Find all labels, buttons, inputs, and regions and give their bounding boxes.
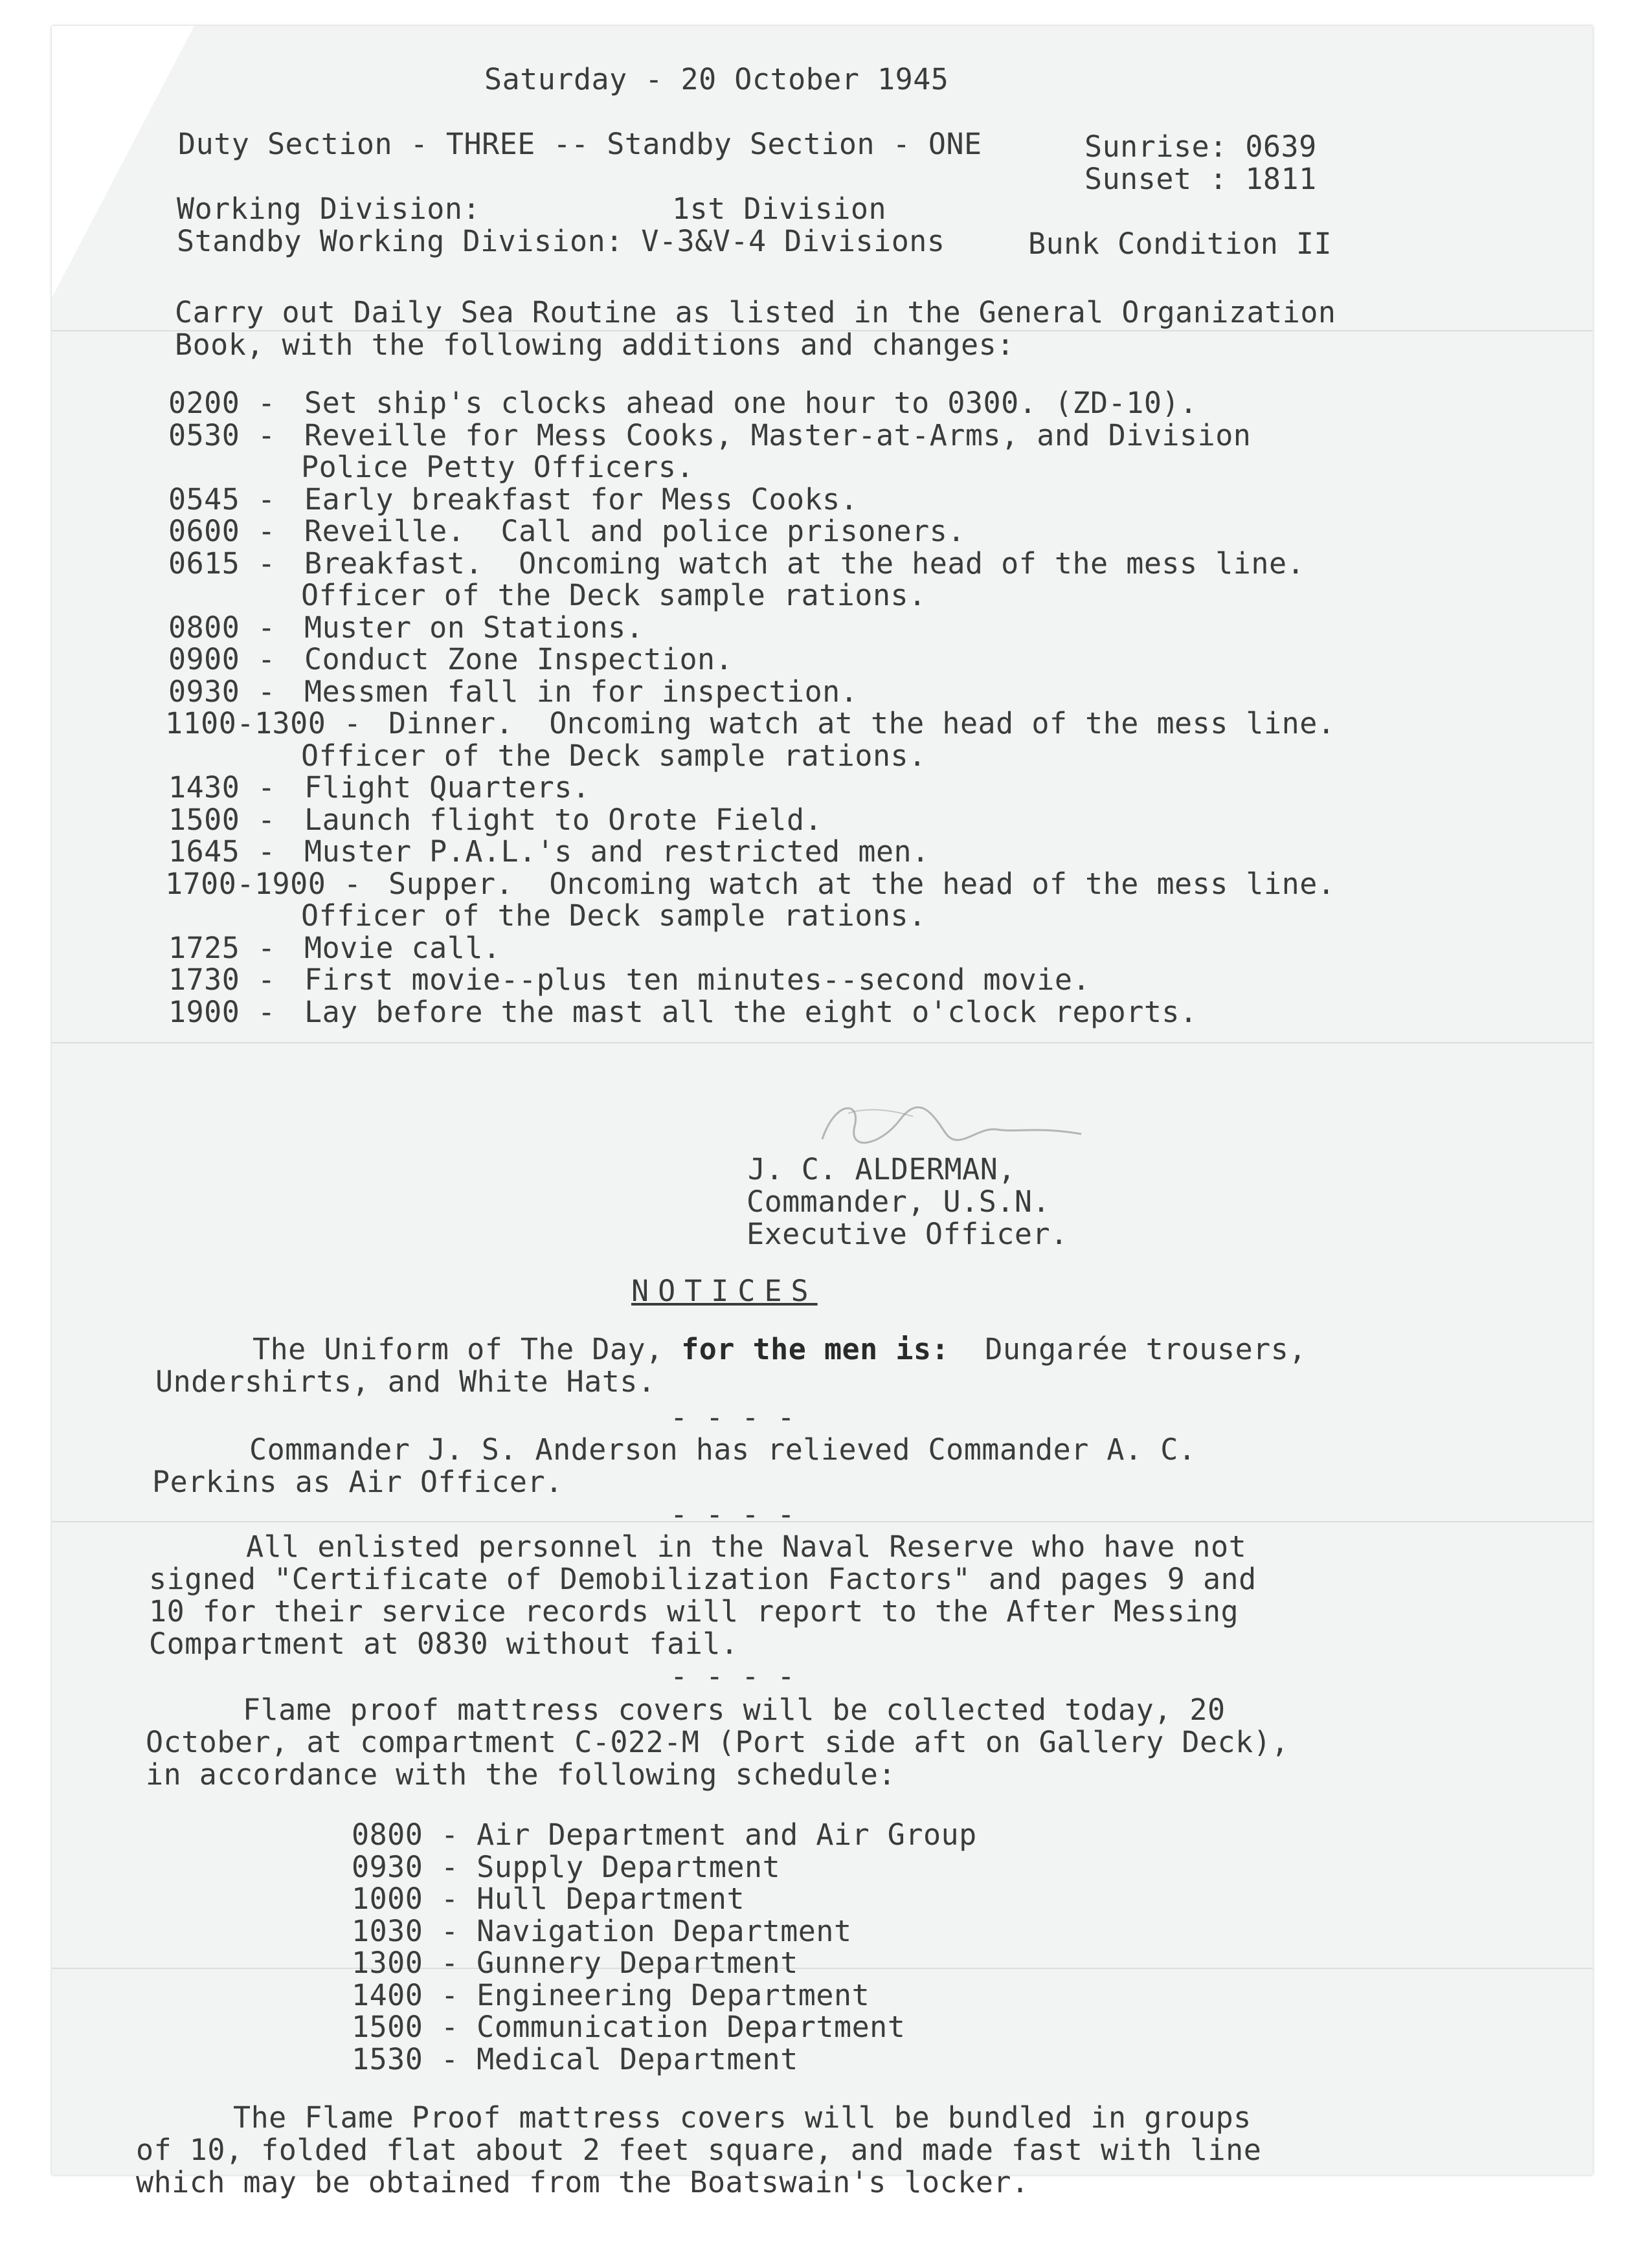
schedule-item: 1500 - Communication Department	[352, 2010, 906, 2044]
routine-time: 1500 -	[168, 802, 276, 837]
fold-crease	[52, 1521, 1593, 1522]
signer-name: J. C. ALDERMAN,	[748, 1152, 1016, 1186]
uniform-text: The Uniform of The Day,	[253, 1332, 682, 1366]
routine-text: First movie--plus ten minutes--second movie.	[304, 962, 1091, 997]
routine-text: Officer of the Deck sample rations.	[301, 738, 927, 773]
routine-text: Supper. Oncoming watch at the head of the mess line.	[388, 866, 1336, 901]
schedule-item: 1030 - Navigation Department	[352, 1913, 852, 1948]
date-line: Saturday - 20 October 1945	[484, 62, 949, 96]
sunset: Sunset : 1811	[1084, 162, 1317, 196]
schedule-item: 0800 - Air Department and Air Group	[352, 1818, 977, 1852]
duty-section: Duty Section - THREE -- Standby Section - ONE	[178, 127, 982, 161]
mattress-notice: in accordance with the following schedule:	[146, 1757, 896, 1792]
routine-text: Officer of the Deck sample rations.	[301, 578, 927, 612]
reserve-notice: 10 for their service records will report to the After Messing	[149, 1594, 1239, 1629]
schedule-item: 1400 - Engineering Department	[352, 1977, 870, 2012]
routine-time: 0900 -	[168, 642, 276, 676]
routine-time: 1900 -	[168, 994, 276, 1029]
bundle-notice: which may be obtained from the Boatswain's locker.	[136, 2165, 1029, 2199]
routine-time: 0530 -	[168, 417, 276, 452]
routine-text: Early breakfast for Mess Cooks.	[304, 482, 859, 517]
routine-time: 0600 -	[168, 514, 276, 548]
bundle-notice: The Flame Proof mattress covers will be bundled in groups	[233, 2100, 1252, 2135]
notices-heading: NOTICES	[631, 1274, 818, 1308]
routine-text: Set ship's clocks ahead one hour to 0300. (ZD-10).	[304, 386, 1198, 420]
reserve-notice: Compartment at 0830 without fail.	[149, 1627, 739, 1661]
routine-text: Reveille for Mess Cooks, Master-at-Arms, and Division	[304, 417, 1252, 452]
routine-text: Officer of the Deck sample rations.	[301, 898, 927, 933]
routine-text: Launch flight to Orote Field.	[304, 802, 823, 837]
signer-rank: Commander, U.S.N.	[747, 1184, 1051, 1219]
uniform-text: Dungarée trousers,	[949, 1332, 1307, 1366]
anderson-notice: Perkins as Air Officer.	[152, 1465, 563, 1499]
routine-text: Lay before the mast all the eight o'clock reports.	[304, 994, 1198, 1029]
routine-text: Reveille. Call and police prisoners.	[304, 514, 965, 548]
routine-time: 1700-1900 -	[165, 866, 362, 901]
reserve-notice: All enlisted personnel in the Naval Reserve who have not	[246, 1529, 1247, 1564]
uniform-notice: Undershirts, and White Hats.	[155, 1364, 656, 1399]
routine-time: 1645 -	[168, 834, 276, 869]
routine-time: 1725 -	[168, 930, 276, 965]
folded-corner	[52, 26, 194, 298]
routine-time: 0545 -	[168, 482, 276, 517]
bunk-condition: Bunk Condition II	[1028, 227, 1332, 261]
routine-text: Police Petty Officers.	[301, 450, 695, 484]
routine-text: Messmen fall in for inspection.	[304, 674, 859, 709]
fold-crease	[52, 1968, 1593, 1969]
routine-time: 0200 -	[168, 386, 276, 420]
standby-division: Standby Working Division: V-3&V-4 Divisions	[177, 224, 945, 258]
handwritten-signature	[809, 1087, 1094, 1159]
routine-text: Breakfast. Oncoming watch at the head of the mess line.	[304, 546, 1305, 581]
signer-title: Executive Officer.	[747, 1217, 1068, 1251]
routine-text: Movie call.	[304, 930, 501, 965]
reserve-notice: signed "Certificate of Demobilization Factors" and pages 9 and	[149, 1562, 1257, 1596]
uniform-text-bold: for the men is:	[681, 1332, 950, 1366]
routine-text: Flight Quarters.	[304, 770, 590, 805]
sunrise: Sunrise: 0639	[1084, 129, 1317, 164]
uniform-notice	[253, 1333, 1307, 1366]
routine-time: 1100-1300 -	[165, 706, 362, 740]
schedule-item: 1300 - Gunnery Department	[352, 1946, 798, 1980]
intro-line: Book, with the following additions and changes:	[175, 328, 1015, 362]
separator: - - - -	[670, 1659, 796, 1693]
routine-text: Conduct Zone Inspection.	[304, 642, 734, 676]
schedule-item: 1000 - Hull Department	[352, 1882, 745, 1916]
routine-text: Muster on Stations.	[304, 610, 644, 645]
intro-line: Carry out Daily Sea Routine as listed in the General Organization	[175, 295, 1336, 329]
mattress-notice: October, at compartment C-022-M (Port side aft on Gallery Deck),	[146, 1725, 1289, 1759]
working-division-label: Working Division:	[177, 192, 481, 226]
bundle-notice: of 10, folded flat about 2 feet square, and made fast with line	[136, 2133, 1262, 2167]
routine-time: 0800 -	[168, 610, 276, 645]
separator: - - - -	[670, 1497, 796, 1531]
document-page	[52, 26, 1593, 2199]
routine-text: Muster P.A.L.'s and restricted men.	[304, 834, 930, 869]
routine-time: 1730 -	[168, 962, 276, 997]
fold-crease	[52, 1042, 1593, 1043]
separator: - - - -	[670, 1400, 796, 1434]
routine-time: 0615 -	[168, 546, 276, 581]
routine-time: 1430 -	[168, 770, 276, 805]
routine-time: 0930 -	[168, 674, 276, 709]
mattress-notice: Flame proof mattress covers will be collected today, 20	[243, 1693, 1226, 1727]
routine-text: Dinner. Oncoming watch at the head of the mess line.	[388, 706, 1336, 740]
schedule-item: 1530 - Medical Department	[352, 2041, 798, 2076]
schedule-item: 0930 - Supply Department	[352, 1849, 781, 1884]
working-division-value: 1st Division	[672, 192, 887, 226]
anderson-notice: Commander J. S. Anderson has relieved Commander A. C.	[249, 1432, 1196, 1467]
